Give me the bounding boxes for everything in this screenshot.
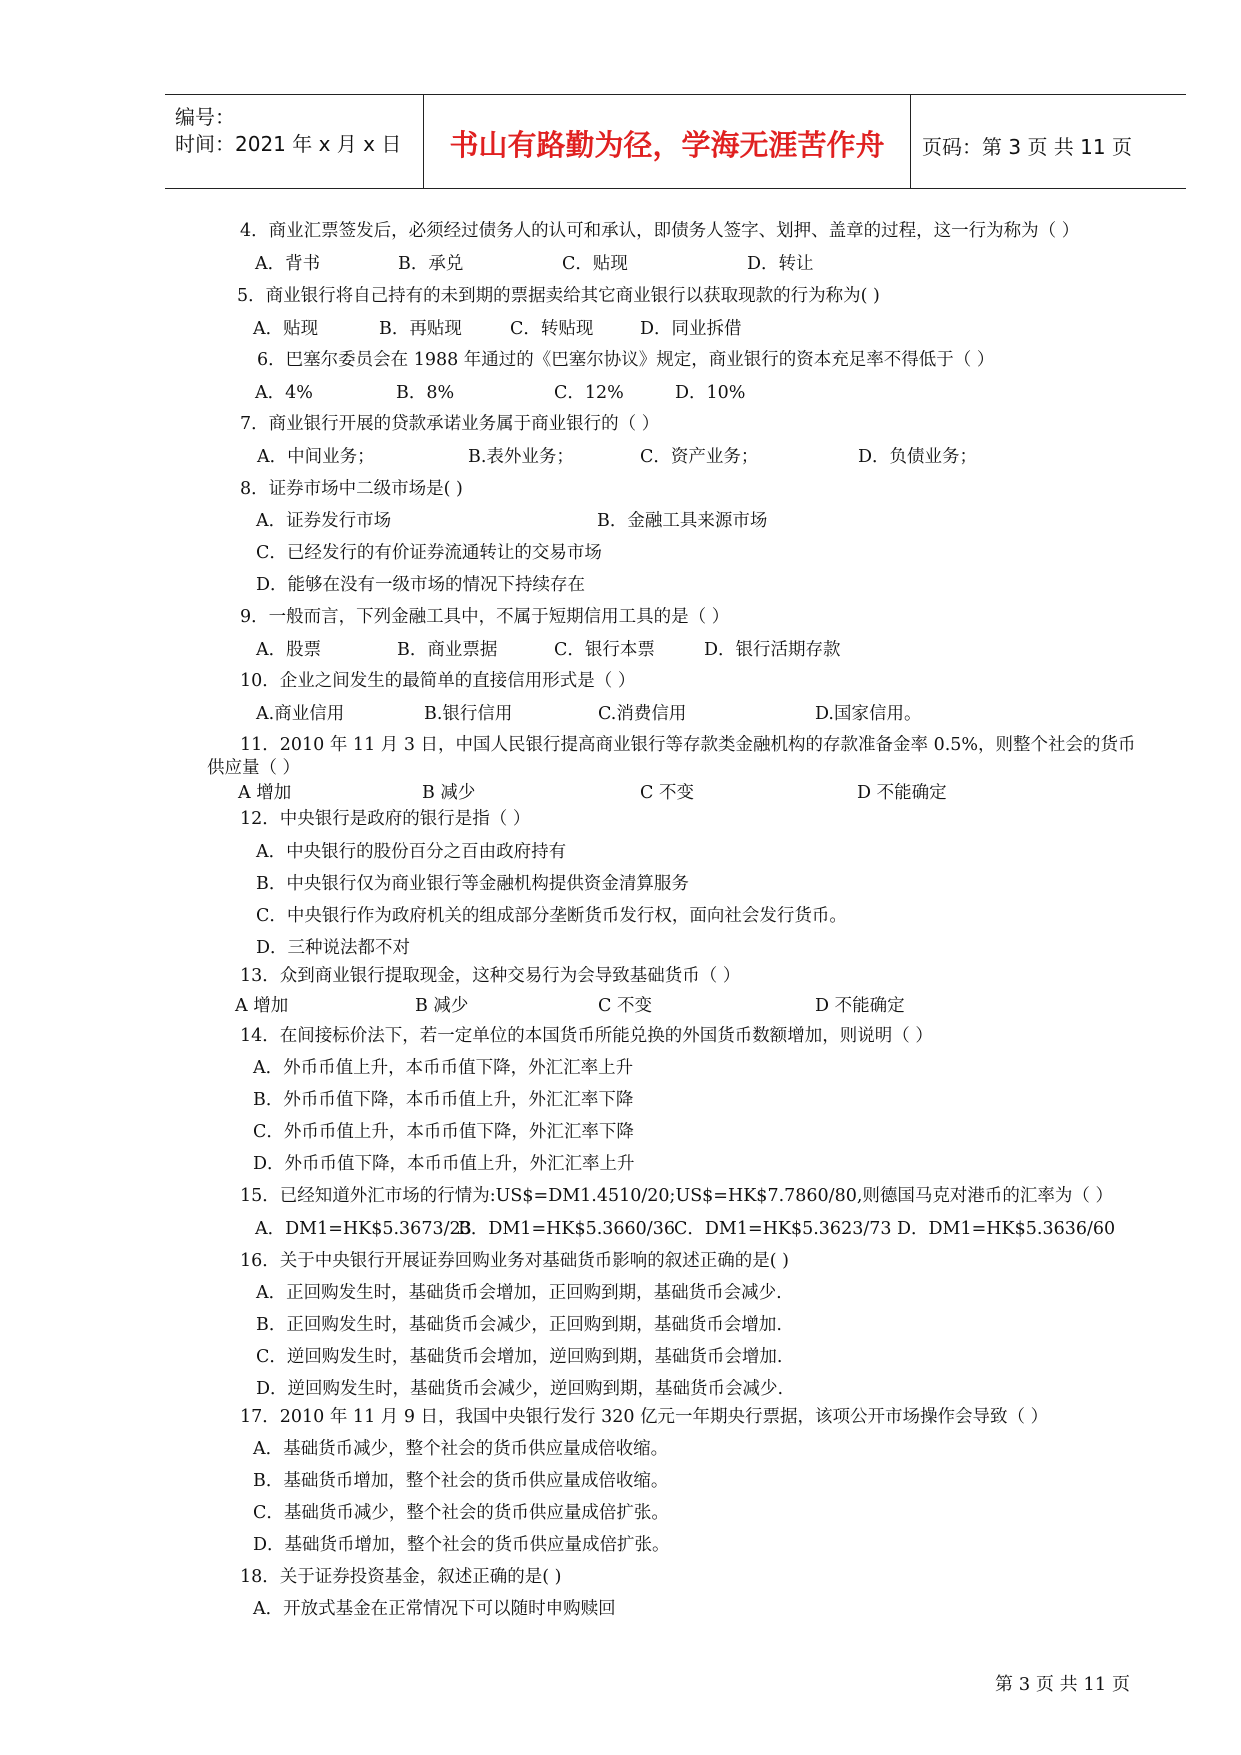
- option-text: A．贴现: [253, 319, 319, 339]
- document-number-label: 编号：: [175, 105, 235, 129]
- option-text: B 减少: [422, 783, 476, 803]
- header-motto: 书山有路勤为径，学海无涯苦作舟: [449, 128, 885, 162]
- option-text: A．中间业务；: [257, 447, 375, 467]
- option-text: B．基础货币增加，整个社会的货币供应量成倍收缩。: [253, 1471, 669, 1491]
- option-text: D.国家信用。: [815, 704, 922, 724]
- question-text: 10．企业之间发生的最简单的直接信用形式是（ ）: [240, 671, 636, 691]
- option-text: A．正回购发生时，基础货币会增加，正回购到期，基础货币会减少.: [256, 1283, 782, 1303]
- option-text: B．承兑: [398, 254, 464, 274]
- question-text: 4．商业汇票签发后，必须经过债务人的认可和承认，即债务人签字、划押、盖章的过程，这一行为称为（ ）: [240, 221, 1080, 241]
- option-text: B 减少: [415, 996, 469, 1016]
- question-text: 11．2010 年 11 月 3 日，中国人民银行提高商业银行等存款类金融机构的存款准备金率 0.5%，则整个社会的货币: [240, 735, 1136, 755]
- option-text: D．DM1=HK$5.3636/60: [897, 1219, 1116, 1239]
- option-text: C．外币币值上升，本币币值下降，外汇汇率下降: [253, 1122, 634, 1142]
- option-text: A 增加: [238, 783, 292, 803]
- option-text: D．同业拆借: [640, 319, 742, 339]
- question-text: 6．巴塞尔委员会在 1988 年通过的《巴塞尔协议》规定，商业银行的资本充足率不得低于（ ）: [257, 350, 995, 370]
- option-text: D．负债业务；: [858, 447, 978, 467]
- option-text: C．转贴现: [510, 319, 594, 339]
- option-text: D 不能确定: [815, 996, 905, 1016]
- question-text: 13．众到商业银行提取现金，这种交易行为会导致基础货币（ ）: [240, 966, 741, 986]
- option-text: D．外币币值下降，本币币值上升，外汇汇率上升: [253, 1154, 635, 1174]
- question-text: 16．关于中央银行开展证券回购业务对基础货币影响的叙述正确的是( ): [240, 1251, 789, 1271]
- option-text: A．背书: [255, 254, 321, 274]
- option-text: A．中央银行的股份百分之百由政府持有: [256, 842, 567, 862]
- question-text: 7．商业银行开展的贷款承诺业务属于商业银行的（ ）: [240, 414, 660, 434]
- option-text: C．贴现: [562, 254, 628, 274]
- question-text: 18．关于证券投资基金，叙述正确的是( ): [240, 1567, 562, 1587]
- question-text: 8．证券市场中二级市场是( ): [240, 479, 463, 499]
- question-text: 15．已经知道外汇市场的行情为:US$=DM1.4510/20;US$=HK$7.7860/80,则德国马克对港币的汇率为（ ）: [240, 1186, 1113, 1206]
- option-text: C．已经发行的有价证券流通转让的交易市场: [256, 543, 602, 563]
- option-text: B．外币币值下降，本币币值上升，外汇汇率下降: [253, 1090, 634, 1110]
- question-text: 9．一般而言，下列金融工具中，不属于短期信用工具的是（ ）: [240, 607, 730, 627]
- option-text: B.表外业务；: [468, 447, 574, 467]
- option-text: A．4%: [255, 383, 313, 403]
- option-text: A．证券发行市场: [256, 511, 392, 531]
- option-text: D．能够在没有一级市场的情况下持续存在: [256, 575, 586, 595]
- option-text: D 不能确定: [857, 783, 947, 803]
- option-text: A.商业信用: [256, 704, 345, 724]
- option-text: A 增加: [235, 996, 289, 1016]
- option-text: D．转让: [747, 254, 814, 274]
- header-page-info: 页码：第 3 页 共 11 页: [922, 135, 1132, 159]
- option-text: D．基础货币增加，整个社会的货币供应量成倍扩张。: [253, 1535, 670, 1555]
- option-text: B．商业票据: [397, 640, 498, 660]
- option-text: C 不变: [640, 783, 694, 803]
- option-text: D．银行活期存款: [704, 640, 841, 660]
- question-text-continued: 供应量（ ）: [207, 758, 301, 778]
- option-text: A．基础货币减少，整个社会的货币供应量成倍收缩。: [253, 1439, 669, 1459]
- option-text: A．开放式基金在正常情况下可以随时申购赎回: [253, 1599, 616, 1619]
- option-text: C.消费信用: [598, 704, 687, 724]
- option-text: B．中央银行仅为商业银行等金融机构提供资金清算服务: [256, 874, 689, 894]
- document-time-label: 时间：2021 年 x 月 x 日: [175, 132, 402, 156]
- option-text: C．资产业务；: [640, 447, 759, 467]
- question-text: 5．商业银行将自己持有的未到期的票据卖给其它商业银行以获取现款的行为称为( ): [237, 286, 880, 306]
- question-text: 14．在间接标价法下，若一定单位的本国货币所能兑换的外国货币数额增加，则说明（ ）: [240, 1026, 933, 1046]
- option-text: B．再贴现: [379, 319, 462, 339]
- option-text: A．DM1=HK$5.3673/23: [255, 1219, 472, 1239]
- option-text: A．股票: [256, 640, 322, 660]
- option-text: C．基础货币减少，整个社会的货币供应量成倍扩张。: [253, 1503, 669, 1523]
- option-text: B.银行信用: [424, 704, 513, 724]
- option-text: D．10%: [675, 383, 746, 403]
- option-text: C 不变: [598, 996, 652, 1016]
- option-text: B．金融工具来源市场: [597, 511, 768, 531]
- option-text: D．三种说法都不对: [256, 938, 411, 958]
- page-footer: 第 3 页 共 11 页: [995, 1674, 1130, 1695]
- option-text: B．DM1=HK$5.3660/36: [458, 1219, 675, 1239]
- option-text: C．中央银行作为政府机关的组成部分垄断货币发行权，面向社会发行货币。: [256, 906, 847, 926]
- option-text: A．外币币值上升，本币币值下降，外汇汇率上升: [253, 1058, 634, 1078]
- option-text: C．逆回购发生时，基础货币会增加，逆回购到期，基础货币会增加.: [256, 1347, 783, 1367]
- option-text: D．逆回购发生时，基础货币会减少，逆回购到期，基础货币会减少.: [256, 1379, 784, 1399]
- option-text: B．8%: [396, 383, 455, 403]
- option-text: B．正回购发生时，基础货币会减少，正回购到期，基础货币会增加.: [256, 1315, 782, 1335]
- question-text: 17．2010 年 11 月 9 日，我国中央银行发行 320 亿元一年期央行票据，该项公开市场操作会导致（ ）: [240, 1407, 1049, 1427]
- option-text: C．12%: [554, 383, 624, 403]
- option-text: C．DM1=HK$5.3623/73: [674, 1219, 892, 1239]
- question-text: 12．中央银行是政府的银行是指（ ）: [240, 809, 531, 829]
- option-text: C．银行本票: [554, 640, 655, 660]
